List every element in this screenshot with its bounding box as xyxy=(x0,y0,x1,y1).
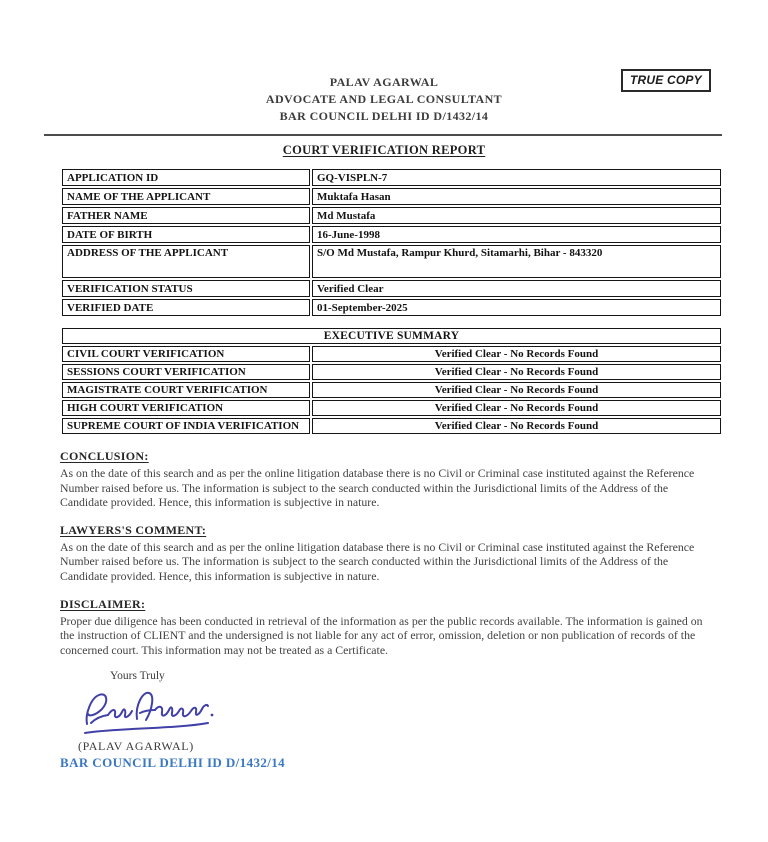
conclusion-text: As on the date of this search and as per the online litigation database there is no Civil or Criminal case instituted against the Reference Number raised before us. The information is subject to the search conducted within the Jurisdictional limits of the Address of the Candidate provided. Hence, this information is subjective in nature. xyxy=(60,466,695,510)
row-label: HIGH COURT VERIFICATION xyxy=(62,400,310,416)
lawyers-comment-heading: LAWYERS'S COMMENT: xyxy=(60,522,207,537)
row-value: Verified Clear xyxy=(312,280,721,297)
advocate-bar-id: BAR COUNCIL DELHI ID D/1432/14 xyxy=(279,109,489,123)
signature-image xyxy=(80,686,768,738)
table-row xyxy=(62,299,721,316)
signature-svg xyxy=(80,686,215,738)
table-row xyxy=(62,382,721,398)
row-value: Verified Clear - No Records Found xyxy=(312,400,721,416)
table-row xyxy=(62,364,721,380)
table-row xyxy=(62,207,721,224)
executive-summary-table xyxy=(60,326,723,436)
signatory-name: (PALAV AGARWAL) xyxy=(78,739,194,754)
conclusion-heading: CONCLUSION: xyxy=(60,449,149,463)
table-row xyxy=(62,346,721,362)
row-value: Verified Clear - No Records Found xyxy=(312,364,721,380)
letterhead xyxy=(0,0,768,125)
row-value: S/O Md Mustafa, Rampur Khurd, Sitamarhi, Bihar - 843320 xyxy=(312,245,721,278)
row-label: NAME OF THE APPLICANT xyxy=(62,188,310,205)
conclusion-section xyxy=(60,449,720,510)
disclaimer-heading: DISCLAIMER: xyxy=(60,596,146,611)
report-title: COURT VERIFICATION REPORT xyxy=(282,143,486,157)
row-value: 16-June-1998 xyxy=(312,226,721,243)
row-label: SUPREME COURT OF INDIA VERIFICATION xyxy=(62,418,310,434)
row-value: Verified Clear - No Records Found xyxy=(312,418,721,434)
row-label: MAGISTRATE COURT VERIFICATION xyxy=(62,382,310,398)
executive-summary-title: EXECUTIVE SUMMARY xyxy=(62,328,721,344)
row-value: 01-September-2025 xyxy=(312,299,721,316)
true-copy-stamp-label: TRUE COPY xyxy=(630,73,702,87)
lawyers-comment-text: As on the date of this search and as per the online litigation database there is no Civil or Criminal case instituted against the Reference Number raised before us. The information is subject to the search conducted within the Jurisdictional limits of the Address of the Candidate provided. Hence, this information is subjective in nature. xyxy=(60,539,695,583)
row-value: GQ-VISPLN-7 xyxy=(312,169,721,186)
lawyers-comment-section xyxy=(60,523,720,584)
header-divider xyxy=(44,134,722,136)
disclaimer-section xyxy=(60,597,720,658)
row-label: ADDRESS OF THE APPLICANT xyxy=(62,245,310,278)
row-label: CIVIL COURT VERIFICATION xyxy=(62,346,310,362)
row-label: VERIFICATION STATUS xyxy=(62,280,310,297)
table-row xyxy=(62,400,721,416)
bar-council-id-line: BAR COUNCIL DELHI ID D/1432/14 xyxy=(60,755,286,771)
table-row xyxy=(62,280,721,297)
table-row xyxy=(62,226,721,243)
table-row xyxy=(62,188,721,205)
row-value: Md Mustafa xyxy=(312,207,721,224)
row-value: Verified Clear - No Records Found xyxy=(312,382,721,398)
row-label: FATHER NAME xyxy=(62,207,310,224)
true-copy-stamp xyxy=(621,69,711,92)
table-header-row xyxy=(62,328,721,344)
row-label: SESSIONS COURT VERIFICATION xyxy=(62,364,310,380)
advocate-name: PALAV AGARWAL xyxy=(329,75,439,89)
table-row xyxy=(62,418,721,434)
row-label: VERIFIED DATE xyxy=(62,299,310,316)
applicant-details-table xyxy=(60,167,723,318)
row-value: Muktafa Hasan xyxy=(312,188,721,205)
table-row xyxy=(62,245,721,278)
table-row xyxy=(62,169,721,186)
closing-salutation: Yours Truly xyxy=(110,670,165,683)
disclaimer-text: Proper due diligence has been conducted in retrieval of the information as per the public records available. The information is gained on the instruction of CLIENT and the undersigned is not liable for any act of error, omission, deletion or non publication of records of the concerned court. This information may not be treated as a Certificate. xyxy=(60,613,703,657)
row-label: APPLICATION ID xyxy=(62,169,310,186)
row-label: DATE OF BIRTH xyxy=(62,226,310,243)
row-value: Verified Clear - No Records Found xyxy=(312,346,721,362)
advocate-role: ADVOCATE AND LEGAL CONSULTANT xyxy=(265,92,503,106)
